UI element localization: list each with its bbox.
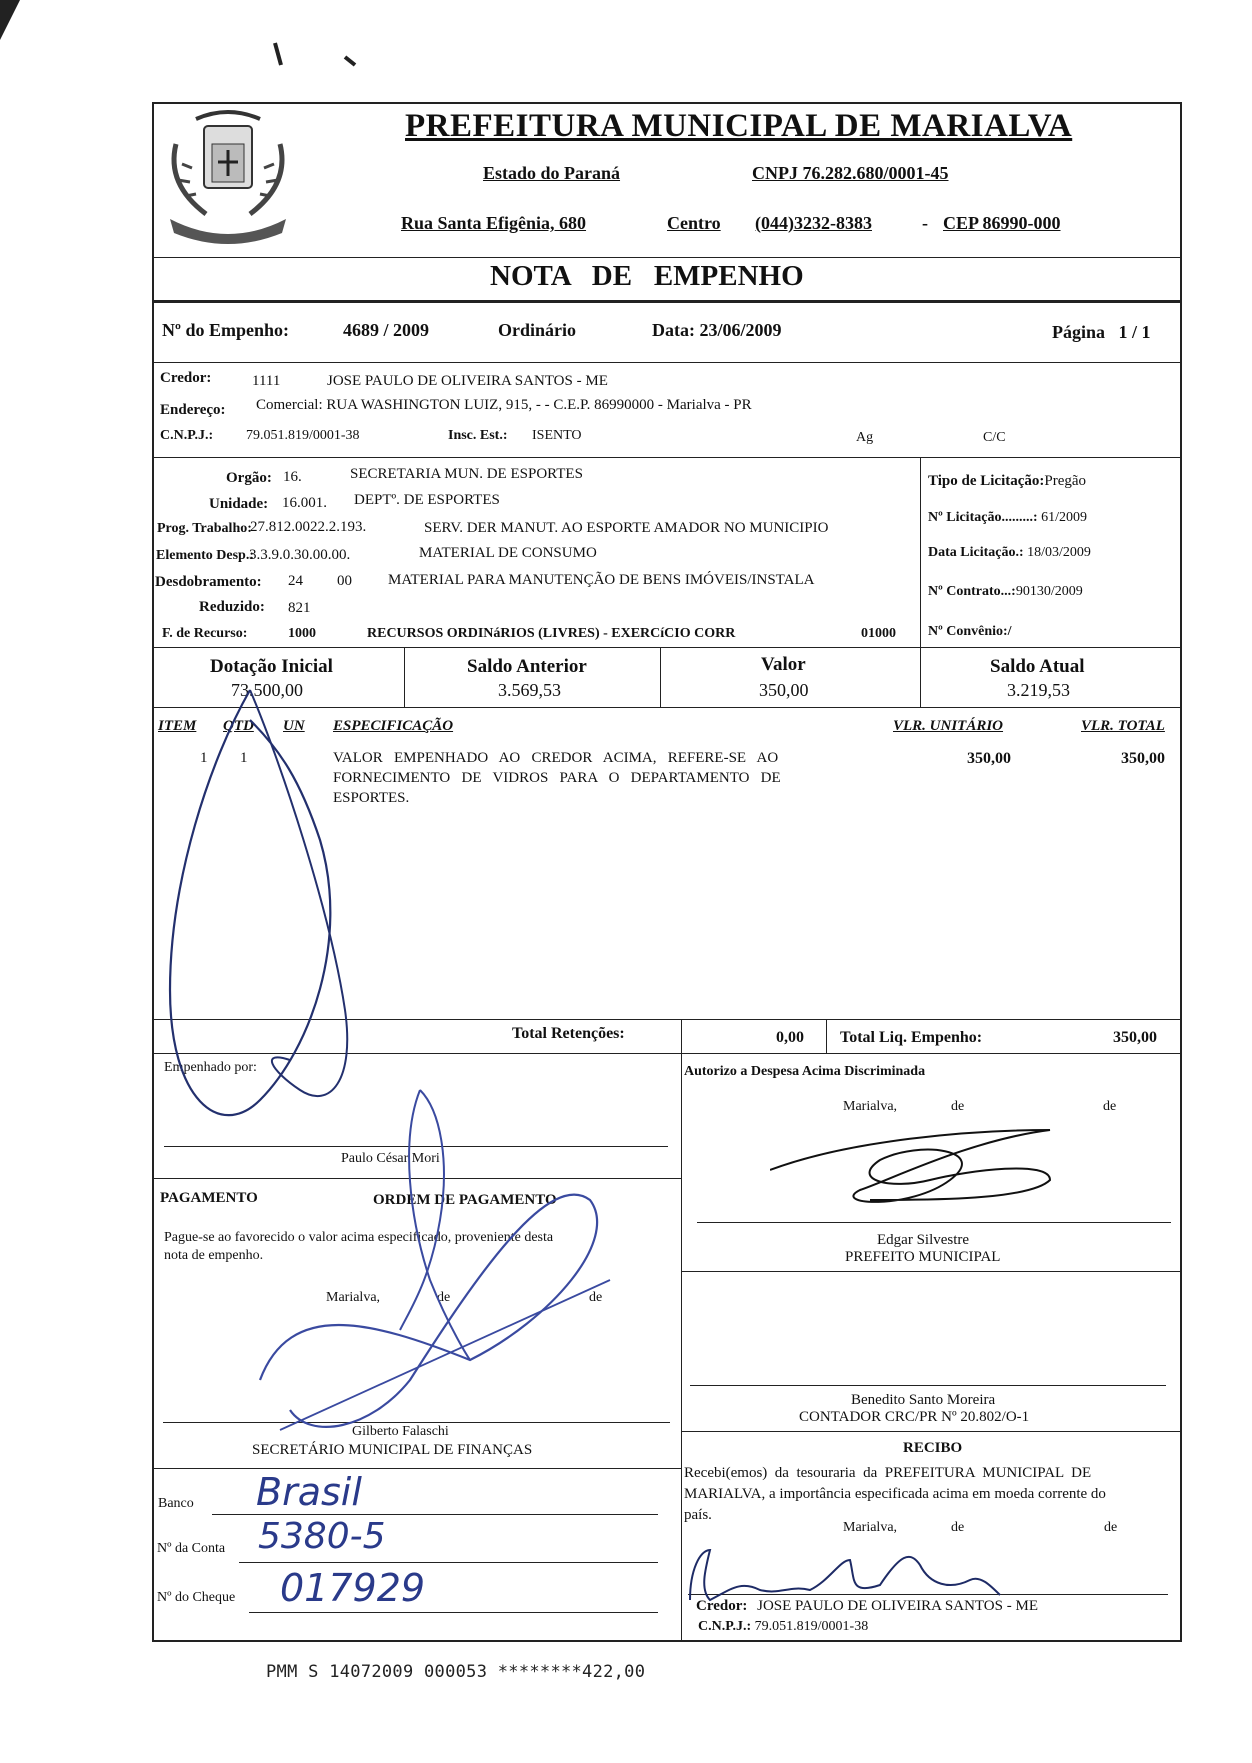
credor-label: Credor: (160, 370, 212, 386)
valor-value: 350,00 (759, 680, 809, 700)
licitacao-type-label: Tipo de Licitação:Pregão (928, 473, 1087, 489)
col-header-un: UN (283, 718, 305, 734)
empenhado-por-name: Paulo César Mori (341, 1151, 440, 1166)
convenio-label: Nº Convênio:/ (928, 624, 1012, 639)
total-retencoes-label: Total Retenções: (512, 1025, 625, 1042)
signature-line (688, 1594, 1168, 1595)
saldo-atual-label: Saldo Atual (990, 656, 1085, 677)
de-label: de (589, 1290, 603, 1305)
phone-label: (044)3232-8383 (755, 213, 872, 233)
prog-name: SERV. DER MANUT. AO ESPORTE AMADOR NO MUNICIPIO (424, 520, 829, 536)
divider (152, 1468, 681, 1469)
fonte-name: RECURSOS ORDINáRIOS (LIVRES) - EXERCíCIO CORR (367, 626, 736, 641)
divider (152, 257, 1182, 258)
credor-cnpj: 79.051.819/0001-38 (246, 428, 360, 443)
recibo-text: MARIALVA, a importância especificada acima em moeda corrente do (684, 1486, 1106, 1502)
item-number: 1 (200, 750, 208, 766)
state-label: Estado do Paraná (483, 163, 621, 183)
credor-name: JOSE PAULO DE OLIVEIRA SANTOS - ME (327, 373, 608, 389)
unidade-name: DEPTº. DE ESPORTES (354, 492, 500, 508)
licitacao-date: Data Licitação.: 18/03/2009 (928, 545, 1091, 560)
marialva-label: Marialva, (843, 1099, 898, 1114)
street-label: Rua Santa Efigênia, 680 (401, 213, 587, 233)
divider (920, 647, 921, 707)
contador-name: Benedito Santo Moreira (851, 1392, 996, 1408)
empenho-number-label: Nº do Empenho: (162, 320, 289, 340)
item-total-value: 350,00 (1121, 750, 1165, 767)
cheque-label: Nº do Cheque (157, 1590, 236, 1605)
contador-role: CONTADOR CRC/PR Nº 20.802/O-1 (799, 1409, 1030, 1425)
orgao-name: SECRETARIA MUN. DE ESPORTES (350, 466, 583, 482)
marialva-label: Marialva, (843, 1520, 898, 1535)
desdobramento-b: 00 (337, 573, 352, 589)
empenho-date: Data: 23/06/2009 (652, 320, 782, 340)
pagamento-label: PAGAMENTO (160, 1190, 258, 1206)
divider (152, 1019, 1182, 1020)
divider (152, 1178, 681, 1179)
valor-label: Valor (761, 654, 806, 675)
ordem-pagamento-label: ORDEM DE PAGAMENTO (373, 1192, 557, 1208)
divider (152, 647, 1182, 648)
divider (826, 1019, 827, 1053)
total-liquido-label: Total Liq. Empenho: (840, 1029, 983, 1046)
divider (152, 457, 1182, 458)
divider (404, 647, 405, 707)
item-spec-line: ESPORTES. (333, 790, 410, 806)
city-hall-title: PREFEITURA MUNICIPAL DE MARIALVA (405, 108, 1073, 144)
divider (152, 300, 1182, 303)
cheque-handwritten: 017929 (280, 1566, 426, 1610)
district-label: Centro (667, 213, 721, 233)
credor-signature-cnpj: C.N.P.J.: 79.051.819/0001-38 (698, 1619, 869, 1634)
prefeito-role: PREFEITO MUNICIPAL (845, 1249, 1001, 1265)
signature-line (164, 1146, 668, 1147)
elemento-code: 3.3.9.0.30.00.00. (249, 547, 351, 563)
divider (681, 1019, 682, 1053)
marialva-label: Marialva, (326, 1290, 381, 1305)
item-spec-line: FORNECIMENTO DE VIDROS PARA O DEPARTAMENTO DE (333, 770, 781, 786)
de-label: de (951, 1099, 965, 1114)
unidade-label: Unidade: (209, 496, 269, 512)
orgao-code: 16. (283, 469, 302, 485)
prog-code: 27.812.0022.2.193. (250, 519, 367, 535)
cnpj-label: C.N.P.J.: (160, 428, 214, 443)
contrato-number: Nº Contrato...:90130/2009 (928, 584, 1083, 599)
saldo-anterior-value: 3.569,53 (498, 680, 561, 700)
item-unit-value: 350,00 (967, 750, 1011, 767)
insc-label: Insc. Est.: (448, 428, 508, 443)
de-label: de (951, 1520, 965, 1535)
desdobramento-name: MATERIAL PARA MANUTENÇÃO DE BENS IMÓVEIS/INSTALA (388, 572, 815, 588)
recibo-text: Recebi(emos) da tesouraria da PREFEITURA MUNICIPAL DE (684, 1465, 1092, 1481)
empenho-number: 4689 / 2009 (343, 320, 430, 340)
cep-label: CEP 86990-000 (943, 213, 1061, 233)
secretario-role: SECRETÁRIO MUNICIPAL DE FINANÇAS (252, 1442, 533, 1458)
insc-value: ISENTO (532, 428, 582, 443)
prefeito-name: Edgar Silvestre (877, 1232, 970, 1248)
divider (681, 1271, 1182, 1272)
autorizo-label: Autorizo a Despesa Acima Discriminada (684, 1064, 926, 1079)
col-header-item: ITEM (158, 718, 197, 734)
cash-register-stamp: PMM S 14072009 000053 ********422,00 (266, 1662, 646, 1682)
unidade-code: 16.001. (282, 495, 327, 511)
empenhado-por-label: Empenhado por: (164, 1060, 257, 1075)
elemento-name: MATERIAL DE CONSUMO (419, 545, 597, 561)
banco-label: Banco (158, 1496, 194, 1511)
divider (920, 457, 921, 647)
licitacao-number: Nº Licitação.........: 61/2009 (928, 510, 1087, 525)
col-header-unit-value: VLR. UNITÁRIO (893, 718, 1004, 734)
ag-label: Ag (856, 430, 874, 445)
item-qty: 1 (240, 750, 248, 766)
saldo-atual-value: 3.219,53 (1007, 680, 1070, 700)
cnpj-label: CNPJ 76.282.680/0001-45 (752, 163, 949, 183)
desdobramento-a: 24 (288, 573, 303, 589)
credor-address: Comercial: RUA WASHINGTON LUIZ, 915, - - C.E.P. 86990000 - Marialva - PR (256, 397, 752, 413)
pagamento-text: Pague-se ao favorecido o valor acima especificado, proveniente desta (164, 1230, 554, 1245)
page-number: Página 1 / 1 (1052, 322, 1151, 342)
coat-of-arms-logo (156, 104, 300, 254)
signature-line (690, 1385, 1166, 1386)
divider (681, 1053, 682, 1642)
conta-line (239, 1562, 658, 1563)
de-label: de (437, 1290, 451, 1305)
col-header-total-value: VLR. TOTAL (1081, 718, 1165, 734)
desdobramento-label: Desdobramento: (155, 574, 262, 590)
recibo-title: RECIBO (903, 1440, 963, 1456)
col-header-qtd: QTD (223, 718, 254, 734)
conta-label: Nº da Conta (157, 1541, 226, 1556)
document-title: NOTA DE EMPENHO (490, 260, 804, 292)
conta-handwritten: 5380-5 (258, 1516, 386, 1557)
reduzido-label: Reduzido: (199, 599, 265, 615)
empenho-type: Ordinário (498, 320, 577, 340)
de-label: de (1104, 1520, 1118, 1535)
cheque-line (249, 1612, 658, 1613)
saldo-anterior-label: Saldo Anterior (467, 656, 587, 677)
divider (152, 1053, 1182, 1054)
credor-code: 1111 (252, 373, 281, 389)
banco-line (212, 1514, 658, 1515)
signature-line (697, 1222, 1171, 1223)
orgao-label: Orgão: (226, 470, 272, 486)
address-label: Endereço: (160, 402, 226, 418)
prog-label: Prog. Trabalho: (157, 521, 252, 536)
total-retencoes-value: 0,00 (776, 1029, 804, 1046)
separator-dash: - (922, 213, 928, 233)
de-label: de (1103, 1099, 1117, 1114)
fonte-value: 1000 (288, 626, 316, 641)
dotacao-inicial-value: 73.500,00 (231, 680, 303, 700)
signature-line (163, 1422, 670, 1423)
elemento-label: Elemento Desp.: (156, 548, 254, 563)
secretario-name: Gilberto Falaschi (352, 1424, 449, 1439)
fonte-label: F. de Recurso: (162, 626, 248, 641)
banco-handwritten: Brasil (256, 1470, 362, 1514)
reduzido-value: 821 (288, 600, 311, 616)
dotacao-inicial-label: Dotação Inicial (210, 656, 333, 677)
divider (152, 707, 1182, 708)
scan-mark (0, 0, 60, 60)
recibo-text: país. (684, 1507, 712, 1523)
pagamento-text: nota de empenho. (164, 1248, 264, 1263)
divider (152, 362, 1182, 363)
pen-mark (255, 35, 375, 85)
credor-signature-label: Credor: JOSE PAULO DE OLIVEIRA SANTOS - ME (696, 1598, 1038, 1614)
cc-label: C/C (983, 430, 1006, 445)
total-liquido-value: 350,00 (1113, 1029, 1157, 1046)
divider (660, 647, 661, 707)
item-spec-line: VALOR EMPENHADO AO CREDOR ACIMA, REFERE-SE AO (333, 750, 779, 766)
fonte-code: 01000 (861, 626, 896, 641)
divider (681, 1431, 1182, 1432)
col-header-spec: ESPECIFICAÇÃO (333, 718, 454, 734)
